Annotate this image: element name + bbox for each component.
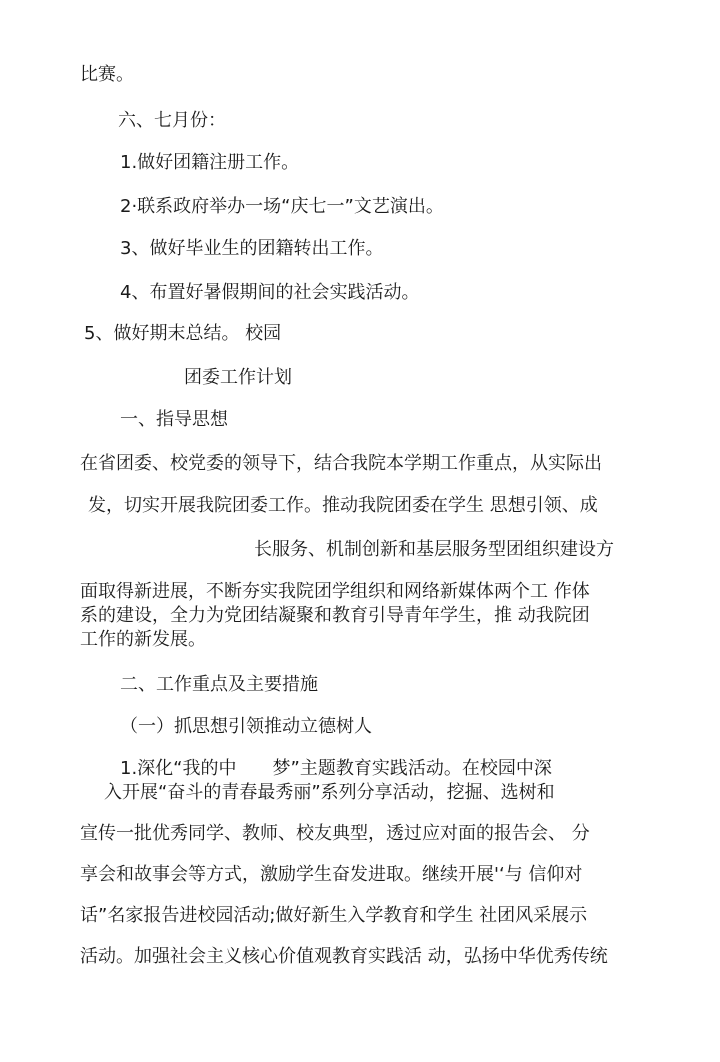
section-heading-june-july: 六、七月份： bbox=[118, 110, 226, 131]
paragraph-line: 1.深化“我的中 梦”主题教育实践活动。在校园中深 bbox=[120, 758, 552, 779]
subsection-heading-ideology: （一）抓思想引领推动立德树人 bbox=[120, 716, 372, 737]
paragraph-line: 发，切实开展我院团委工作。推动我院团委在学生 思想引领、成 bbox=[88, 495, 598, 516]
list-item-5: 5、做好期末总结。 校园 bbox=[84, 323, 282, 344]
paragraph-line: 入开展“奋斗的青春最秀丽”系列分享活动，挖掘、选树和 bbox=[104, 782, 555, 803]
section-heading-key-work: 二、工作重点及主要措施 bbox=[120, 674, 318, 695]
document-title: 团委工作计划 bbox=[184, 367, 292, 388]
paragraph-line: 话”名家报告进校园活动;做好新生入学教育和学生 社团风采展示 bbox=[80, 905, 588, 926]
paragraph-line: 工作的新发展。 bbox=[80, 629, 206, 650]
section-heading-guiding-ideology: 一、指导思想 bbox=[120, 409, 228, 430]
list-item-2: 2·联系政府举办一场“庆七一”文艺演出。 bbox=[120, 196, 444, 217]
list-item-4: 4、布置好暑假期间的社会实践活动。 bbox=[120, 282, 420, 303]
paragraph-line: 活动。加强社会主义核心价值观教育实践活 动，弘扬中华优秀传统 bbox=[80, 946, 608, 967]
paragraph-line: 面取得新进展，不断夯实我院团学组织和网络新媒体两个工 作体 bbox=[80, 581, 590, 602]
paragraph-line: 宣传一批优秀同学、教师、校友典型，透过应对面的报告会、 分 bbox=[80, 823, 590, 844]
paragraph-line: 系的建设，全力为党团结凝聚和教育引导青年学生，推 动我院团 bbox=[80, 605, 590, 626]
paragraph-line: 在省团委、校党委的领导下，结合我院本学期工作重点，从实际出 bbox=[80, 453, 602, 474]
text-line-1: 比赛。 bbox=[80, 64, 134, 85]
list-item-1: 1.做好团籍注册工作。 bbox=[120, 152, 300, 173]
paragraph-line: 长服务、机制创新和基层服务型团组织建设方 bbox=[254, 539, 614, 560]
paragraph-line: 享会和故事会等方式，激励学生奋发进取。继续开展'‘与 信仰对 bbox=[80, 864, 583, 885]
list-item-3: 3、做好毕业生的团籍转出工作。 bbox=[120, 238, 384, 259]
